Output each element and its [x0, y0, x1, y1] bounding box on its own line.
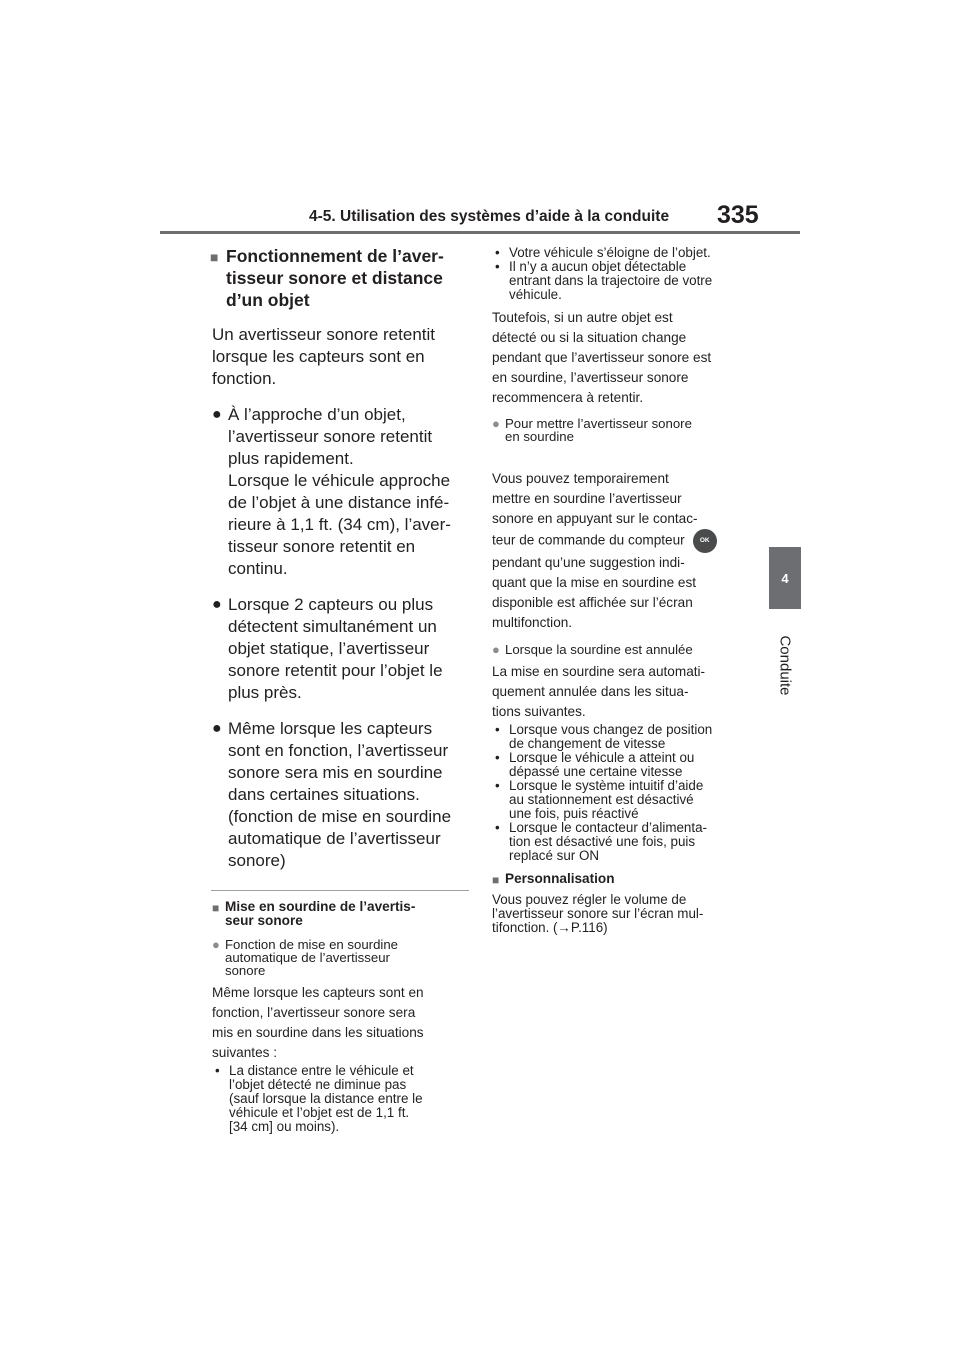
bullet-item [212, 718, 470, 872]
list-bullet: • [495, 820, 500, 835]
circle-bullet-icon: ● [212, 937, 220, 952]
paragraph-ok [492, 449, 754, 553]
list-item [492, 246, 754, 260]
sub-heading [212, 900, 470, 928]
list-item-text: Votre véhicule s’éloigne de l’objet. [509, 245, 711, 260]
sub-heading [492, 872, 754, 887]
intro-paragraph: Un avertisseur sonore retentit lorsque les capteurs sont en fonction. [212, 325, 435, 388]
circle-bullet-icon: ● [492, 416, 500, 431]
circle-heading-text: Lorsque la sourdine est annulée [505, 642, 693, 657]
circle-heading-text: Fonction de mise en sourdine automatique de l’avertisseur sonore [225, 937, 399, 978]
chapter-tab [769, 547, 801, 609]
circle-heading-text: Pour mettre l’avertisseur sonore en sourdine [505, 416, 692, 444]
list-item-text: La distance entre le véhicule et l’objet détecté ne diminue pas (sauf lorsque la distance entre le véhicule et l’objet est de 1,1 ft. [34 cm] ou moins). [229, 1063, 423, 1134]
circle-heading [492, 417, 754, 443]
bullet-dot-icon: ● [212, 406, 222, 423]
section-divider [211, 890, 469, 891]
bullet-item [212, 594, 470, 704]
paragraph: Même lorsque les capteurs sont en fonction, l’avertisseur sonore sera mis en sourdine dans les situations suivantes : [212, 985, 424, 1060]
circle-heading [492, 643, 754, 656]
list-item [492, 723, 754, 751]
sub-heading-square-icon: ■ [212, 901, 220, 915]
sub-heading-square-icon: ■ [492, 873, 500, 887]
chapter-label-wrap [764, 625, 806, 705]
main-heading-text: Fonctionnement de l’aver- tisseur sonore et distance d’un objet [226, 246, 444, 310]
personnalisation-text [492, 893, 754, 935]
list-bullet: • [495, 778, 500, 793]
list-item-text: Lorsque le système intuitif d’aide au stationnement est désactivé une fois, puis réactivé [509, 778, 704, 821]
chapter-number: 4 [781, 570, 789, 586]
bullet-text: À l’approche d’un objet, l’avertisseur sonore retentit plus rapidement. Lorsque le véhicule approche de l’objet à une distance infé- rieure à 1,1 ft. (34 cm), l’aver- tisseur sonore retentit en continu. [228, 405, 451, 578]
main-heading [210, 245, 470, 311]
list-item-text: Il n’y a aucun objet détectable entrant dans la trajectoire de votre véhicule. [509, 259, 713, 302]
list-item-text: Lorsque le véhicule a atteint ou dépassé une certaine vitesse [509, 750, 695, 779]
paragraph: Toutefois, si un autre objet est détecté ou si la situation change pendant que l’avertisseur sonore est en sourdine, l’avertisseur sonore recommencera à retentir. [492, 310, 712, 405]
list-bullet: • [495, 750, 500, 765]
list-item [492, 821, 754, 863]
list-item [492, 779, 754, 821]
paragraph-text: Vous pouvez temporairement mettre en sourdine l’avertisseur sonore en appuyant sur le contac- teur de commande du compteur [492, 471, 698, 548]
circle-bullet-icon: ● [492, 642, 500, 657]
bullet-text: Lorsque 2 capteurs ou plus détectent simultanément un objet statique, l’avertisseur sonore retentit pour l’objet le plus près. [228, 595, 443, 702]
circle-heading [212, 938, 470, 977]
bullet-text: Même lorsque les capteurs sont en fonction, l’avertisseur sonore sera mis en sourdine dans certaines situations. (fonction de mise en sourdine automatique de l’avertisseur sonore) [228, 719, 452, 870]
bullet-dot-icon: ● [212, 596, 222, 613]
list-bullet: • [495, 722, 500, 737]
header-rule [160, 231, 800, 234]
heading-square-icon: ■ [210, 249, 219, 265]
chapter-label: Conduite [776, 634, 794, 696]
bullet-item [212, 404, 470, 580]
page-number: 335 [717, 201, 759, 229]
sub-heading-text: Mise en sourdine de l’avertis- seur sonore [225, 899, 416, 928]
bullet-dot-icon: ● [212, 720, 222, 737]
paragraph: pendant qu’une suggestion indi- quant que la mise en sourdine est disponible est affichée sur l’écran multifonction. [492, 555, 697, 630]
ok-button-icon: OK [693, 529, 717, 553]
sub-heading-text: Personnalisation [505, 871, 615, 886]
list-bullet: • [215, 1063, 220, 1078]
left-column [212, 245, 470, 1134]
list-item [492, 260, 754, 302]
list-bullet: • [495, 259, 500, 274]
right-column [492, 246, 754, 935]
list-item-text: Lorsque le contacteur d’alimenta- tion est désactivé une fois, puis replacé sur ON [509, 820, 707, 863]
list-item [212, 1064, 470, 1134]
paragraph: La mise en sourdine sera automati- quement annulée dans les situa- tions suivantes. [492, 664, 706, 719]
list-item-text: Lorsque vous changez de position de changement de vitesse [509, 722, 713, 751]
personnalisation-body: Vous pouvez régler le volume de l’avertisseur sonore sur l’écran mul- tifonction. (→P.116) [492, 892, 704, 935]
list-bullet: • [495, 245, 500, 260]
list-item [492, 751, 754, 779]
section-title: 4-5. Utilisation des systèmes d’aide à la conduite [309, 208, 670, 225]
